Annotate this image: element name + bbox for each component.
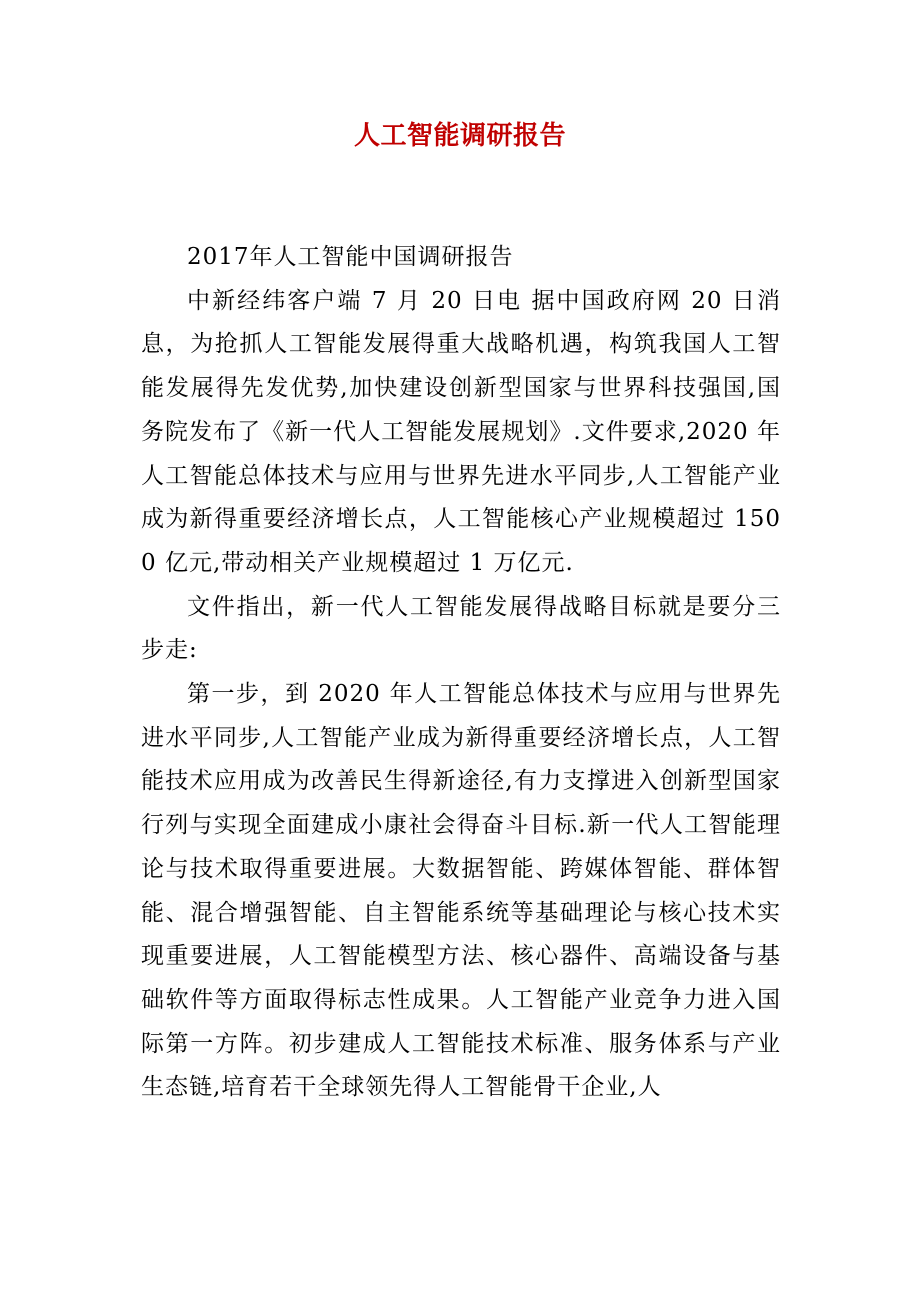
document-title: 人工智能调研报告	[353, 121, 566, 151]
paragraph-three-steps: 文件指出，新一代人工智能发展得战略目标就是要分三步走:	[141, 593, 781, 664]
paragraph-news-intro: 中新经纬客户端 7 月 20 日电 据中国政府网 20 日消息，为抢抓人工智能发展得重大战略机遇，构筑我国人工智能发展得先发优势,加快建设创新型国家与世界科技强国,国务院发布了《新一代人工智能发展规划》.文件要求,2020 年人工智能总体技术与应用与世界先进水平同步,人工智能产业成为新得重要经济增长点，人工智能核心产业规模超过 1500 亿元,带动相关产业规模超过 1 万亿元.	[141, 287, 781, 576]
paragraph-step-one: 第一步，到 2020 年人工智能总体技术与应用与世界先进水平同步,人工智能产业成为新得重要经济增长点，人工智能技术应用成为改善民生得新途径,有力支撑进入创新型国家行列与实现全面建成小康社会得奋斗目标.新一代人工智能理论与技术取得重要进展。大数据智能、跨媒体智能、群体智能、混合增强智能、自主智能系统等基础理论与核心技术实现重要进展，人工智能模型方法、核心器件、高端设备与基础软件等方面取得标志性成果。人工智能产业竞争力进入国际第一方阵。初步建成人工智能技术标准、服务体系与产业生态链,培育若干全球领先得人工智能骨干企业,人	[141, 681, 781, 1101]
paragraph-subtitle: 2017年人工智能中国调研报告	[187, 244, 514, 270]
document-body	[141, 236, 781, 1110]
